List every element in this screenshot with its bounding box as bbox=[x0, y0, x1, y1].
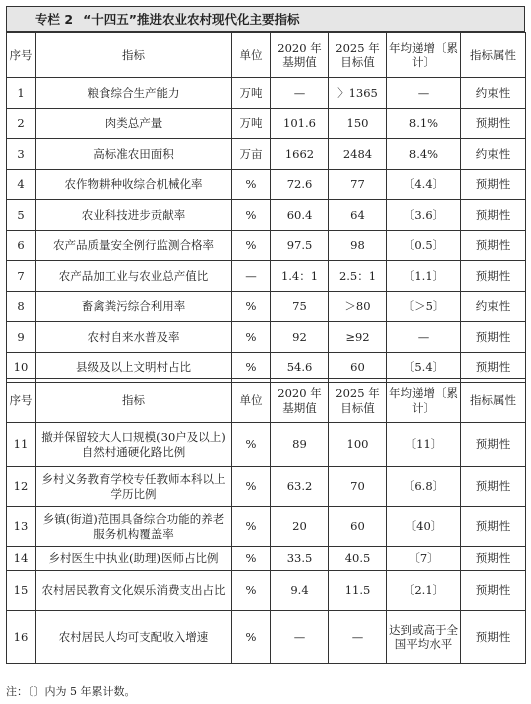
cell-indicator: 农村自来水普及率 bbox=[36, 322, 232, 353]
header-attr: 指标属性 bbox=[461, 379, 526, 423]
cell-indicator: 农村居民教育文化娱乐消费支出占比 bbox=[36, 571, 232, 611]
cell-attr: 预期性 bbox=[461, 322, 526, 353]
cell-growth: 〔4.4〕 bbox=[387, 169, 461, 200]
header-growth: 年均递增〔累计〕 bbox=[387, 379, 461, 423]
cell-growth: 〔5.4〕 bbox=[387, 352, 461, 383]
cell-no: 4 bbox=[7, 169, 36, 200]
cell-unit: % bbox=[232, 507, 271, 547]
table-row bbox=[7, 291, 526, 322]
cell-base: — bbox=[271, 611, 329, 664]
cell-target: — bbox=[329, 611, 387, 664]
header-base: 2020 年基期值 bbox=[271, 379, 329, 423]
cell-indicator: 粮食综合生产能力 bbox=[36, 78, 232, 109]
header-growth: 年均递增〔累计〕 bbox=[387, 33, 461, 78]
cell-attr: 约束性 bbox=[461, 139, 526, 170]
cell-base: 89 bbox=[271, 423, 329, 467]
indicators-table-1 bbox=[6, 32, 526, 383]
cell-unit: % bbox=[232, 423, 271, 467]
header-indicator: 指标 bbox=[36, 33, 232, 78]
cell-attr: 预期性 bbox=[461, 352, 526, 383]
cell-target: 150 bbox=[329, 108, 387, 139]
table-row bbox=[7, 230, 526, 261]
box-title bbox=[6, 6, 525, 32]
cell-attr: 约束性 bbox=[461, 78, 526, 109]
table-row bbox=[7, 322, 526, 353]
cell-unit: — bbox=[232, 261, 271, 292]
cell-growth: 〔＞5〕 bbox=[387, 291, 461, 322]
cell-indicator: 撤并保留较大人口规模(30户及以上)自然村通硬化路比例 bbox=[36, 423, 232, 467]
table-header-row bbox=[7, 33, 526, 78]
cell-target: 2.5：1 bbox=[329, 261, 387, 292]
cell-indicator: 乡村医生中执业(助理)医师占比例 bbox=[36, 547, 232, 571]
cell-unit: % bbox=[232, 169, 271, 200]
cell-target: 〉1365 bbox=[329, 78, 387, 109]
cell-unit: % bbox=[232, 571, 271, 611]
cell-indicator: 农村居民人均可支配收入增速 bbox=[36, 611, 232, 664]
cell-attr: 预期性 bbox=[461, 467, 526, 507]
cell-target: 77 bbox=[329, 169, 387, 200]
cell-no: 10 bbox=[7, 352, 36, 383]
table-row bbox=[7, 611, 526, 664]
header-unit: 单位 bbox=[232, 379, 271, 423]
cell-attr: 预期性 bbox=[461, 423, 526, 467]
header-base: 2020 年基期值 bbox=[271, 33, 329, 78]
box-title-text: “十四五”推进农业农村现代化主要指标 bbox=[83, 12, 300, 27]
cell-no: 16 bbox=[7, 611, 36, 664]
cell-growth: 〔7〕 bbox=[387, 547, 461, 571]
cell-no: 13 bbox=[7, 507, 36, 547]
cell-base: 63.2 bbox=[271, 467, 329, 507]
table-header-row bbox=[7, 379, 526, 423]
header-indicator: 指标 bbox=[36, 379, 232, 423]
table-row bbox=[7, 571, 526, 611]
cell-target: 2484 bbox=[329, 139, 387, 170]
cell-unit: % bbox=[232, 352, 271, 383]
cell-growth: 〔0.5〕 bbox=[387, 230, 461, 261]
indicators-table-2 bbox=[6, 378, 526, 664]
table-row bbox=[7, 547, 526, 571]
cell-growth: 〔1.1〕 bbox=[387, 261, 461, 292]
cell-no: 2 bbox=[7, 108, 36, 139]
cell-attr: 预期性 bbox=[461, 169, 526, 200]
cell-base: 20 bbox=[271, 507, 329, 547]
table-row bbox=[7, 139, 526, 170]
cell-indicator: 农产品加工业与农业总产值比 bbox=[36, 261, 232, 292]
cell-unit: 万吨 bbox=[232, 108, 271, 139]
table-row bbox=[7, 507, 526, 547]
cell-unit: % bbox=[232, 230, 271, 261]
header-no: 序号 bbox=[7, 33, 36, 78]
cell-no: 14 bbox=[7, 547, 36, 571]
cell-target: 100 bbox=[329, 423, 387, 467]
header-no: 序号 bbox=[7, 379, 36, 423]
cell-growth: — bbox=[387, 78, 461, 109]
cell-no: 15 bbox=[7, 571, 36, 611]
cell-base: 101.6 bbox=[271, 108, 329, 139]
cell-unit: 万亩 bbox=[232, 139, 271, 170]
cell-no: 3 bbox=[7, 139, 36, 170]
cell-target: 60 bbox=[329, 507, 387, 547]
cell-base: 9.4 bbox=[271, 571, 329, 611]
cell-target: 60 bbox=[329, 352, 387, 383]
cell-target: 40.5 bbox=[329, 547, 387, 571]
table-row bbox=[7, 261, 526, 292]
cell-growth: 〔11〕 bbox=[387, 423, 461, 467]
cell-no: 11 bbox=[7, 423, 36, 467]
cell-unit: % bbox=[232, 322, 271, 353]
cell-base: — bbox=[271, 78, 329, 109]
cell-no: 9 bbox=[7, 322, 36, 353]
header-target: 2025 年目标值 bbox=[329, 379, 387, 423]
cell-indicator: 农业科技进步贡献率 bbox=[36, 200, 232, 231]
cell-base: 72.6 bbox=[271, 169, 329, 200]
cell-base: 33.5 bbox=[271, 547, 329, 571]
cell-base: 92 bbox=[271, 322, 329, 353]
cell-growth: 达到或高于全国平均水平 bbox=[387, 611, 461, 664]
cell-attr: 预期性 bbox=[461, 261, 526, 292]
cell-growth: 8.1% bbox=[387, 108, 461, 139]
footnote: 注：〔〕内为 5 年累计数。 bbox=[6, 685, 136, 698]
cell-target: 11.5 bbox=[329, 571, 387, 611]
cell-unit: % bbox=[232, 611, 271, 664]
cell-target: ≥92 bbox=[329, 322, 387, 353]
cell-indicator: 县级及以上文明村占比 bbox=[36, 352, 232, 383]
cell-indicator: 肉类总产量 bbox=[36, 108, 232, 139]
cell-growth: 〔40〕 bbox=[387, 507, 461, 547]
cell-no: 5 bbox=[7, 200, 36, 231]
cell-target: 70 bbox=[329, 467, 387, 507]
cell-unit: 万吨 bbox=[232, 78, 271, 109]
cell-unit: % bbox=[232, 467, 271, 507]
cell-attr: 预期性 bbox=[461, 108, 526, 139]
table-row bbox=[7, 169, 526, 200]
cell-no: 1 bbox=[7, 78, 36, 109]
cell-attr: 预期性 bbox=[461, 200, 526, 231]
cell-target: 98 bbox=[329, 230, 387, 261]
cell-attr: 预期性 bbox=[461, 547, 526, 571]
cell-unit: % bbox=[232, 547, 271, 571]
cell-no: 6 bbox=[7, 230, 36, 261]
table-row bbox=[7, 423, 526, 467]
cell-no: 8 bbox=[7, 291, 36, 322]
table-row bbox=[7, 200, 526, 231]
cell-attr: 预期性 bbox=[461, 230, 526, 261]
cell-target: 64 bbox=[329, 200, 387, 231]
cell-unit: % bbox=[232, 291, 271, 322]
cell-indicator: 农产品质量安全例行监测合格率 bbox=[36, 230, 232, 261]
cell-growth: 〔6.8〕 bbox=[387, 467, 461, 507]
table-row bbox=[7, 108, 526, 139]
cell-attr: 预期性 bbox=[461, 611, 526, 664]
cell-attr: 预期性 bbox=[461, 507, 526, 547]
cell-unit: % bbox=[232, 200, 271, 231]
cell-no: 7 bbox=[7, 261, 36, 292]
cell-attr: 预期性 bbox=[461, 571, 526, 611]
cell-base: 54.6 bbox=[271, 352, 329, 383]
cell-base: 1662 bbox=[271, 139, 329, 170]
cell-growth: 〔3.6〕 bbox=[387, 200, 461, 231]
cell-no: 12 bbox=[7, 467, 36, 507]
table-row bbox=[7, 467, 526, 507]
cell-base: 75 bbox=[271, 291, 329, 322]
cell-growth: 〔2.1〕 bbox=[387, 571, 461, 611]
header-unit: 单位 bbox=[232, 33, 271, 78]
cell-indicator: 乡镇(街道)范围具备综合功能的养老服务机构覆盖率 bbox=[36, 507, 232, 547]
cell-attr: 约束性 bbox=[461, 291, 526, 322]
cell-growth: 8.4% bbox=[387, 139, 461, 170]
cell-indicator: 乡村义务教育学校专任教师本科以上学历比例 bbox=[36, 467, 232, 507]
cell-indicator: 高标准农田面积 bbox=[36, 139, 232, 170]
header-target: 2025 年目标值 bbox=[329, 33, 387, 78]
cell-base: 97.5 bbox=[271, 230, 329, 261]
box-title-column: 专栏 2 bbox=[35, 12, 74, 27]
cell-indicator: 农作物耕种收综合机械化率 bbox=[36, 169, 232, 200]
table-row bbox=[7, 78, 526, 109]
cell-base: 1.4：1 bbox=[271, 261, 329, 292]
header-attr: 指标属性 bbox=[461, 33, 526, 78]
cell-base: 60.4 bbox=[271, 200, 329, 231]
cell-target: ＞80 bbox=[329, 291, 387, 322]
cell-growth: — bbox=[387, 322, 461, 353]
cell-indicator: 畜禽粪污综合利用率 bbox=[36, 291, 232, 322]
